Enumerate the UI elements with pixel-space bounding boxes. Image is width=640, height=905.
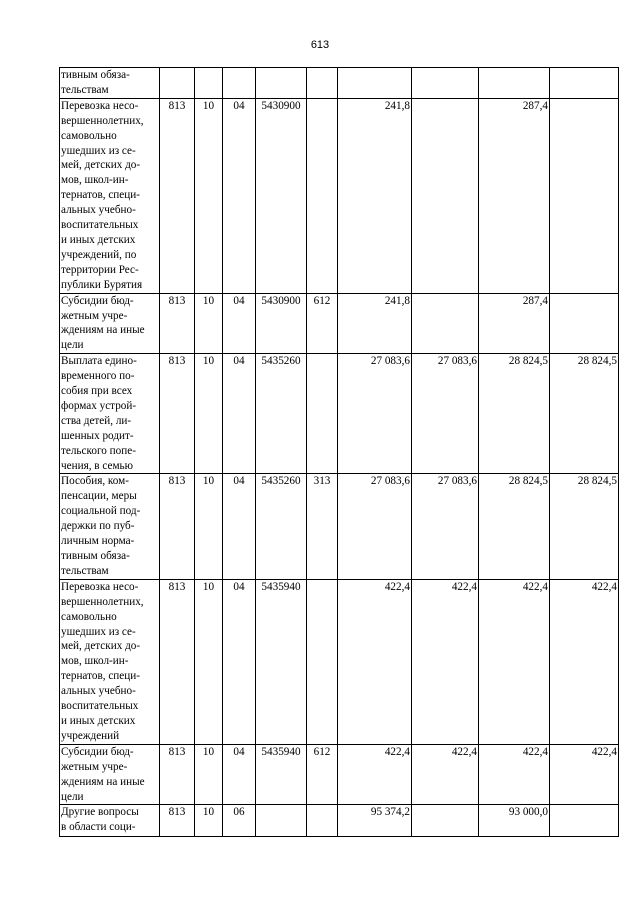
amount-1: 241,8 — [338, 98, 412, 293]
subsection-code: 04 — [223, 474, 256, 579]
amount-4 — [550, 98, 619, 293]
amount-1: 95 374,2 — [338, 805, 412, 837]
amount-3: 287,4 — [479, 98, 550, 293]
target-article-code: 5435940 — [256, 579, 307, 744]
row-name: Перевозка несо- вершеннолетних, самовольно ушедших из се- мей, детских до- мов, школ-ин- тернатов, специ- альных учебно- воспитательных и иных детских учреждений — [60, 579, 160, 744]
amount-2: 27 083,6 — [412, 474, 479, 579]
table-row — [60, 579, 619, 744]
amount-2: 422,4 — [412, 744, 479, 805]
admin-code: 813 — [160, 293, 195, 354]
expense-type-code — [307, 98, 338, 293]
amount-1: 27 083,6 — [338, 474, 412, 579]
admin-code — [160, 68, 195, 99]
row-name: Пособия, ком- пенсации, меры социальной под- держки по пуб- личным норма- тивным обяза- тельствам — [60, 474, 160, 579]
amount-4 — [550, 293, 619, 354]
amount-1 — [338, 68, 412, 99]
section-code: 10 — [195, 293, 223, 354]
amount-1: 27 083,6 — [338, 354, 412, 474]
expense-type-code — [307, 68, 338, 99]
admin-code: 813 — [160, 805, 195, 837]
expense-type-code — [307, 805, 338, 837]
section-code: 10 — [195, 474, 223, 579]
subsection-code: 04 — [223, 744, 256, 805]
amount-4 — [550, 805, 619, 837]
admin-code: 813 — [160, 98, 195, 293]
amount-3: 93 000,0 — [479, 805, 550, 837]
row-name: Выплата едино- временного по- собия при всех формах устрой- ства детей, ли- шенных родит- тельского попе- чения, в семью — [60, 354, 160, 474]
amount-3 — [479, 68, 550, 99]
target-article-code: 5430900 — [256, 98, 307, 293]
target-article-code — [256, 805, 307, 837]
amount-4: 422,4 — [550, 579, 619, 744]
target-article-code: 5435940 — [256, 744, 307, 805]
subsection-code: 04 — [223, 354, 256, 474]
row-name: Субсидии бюд- жетным учре- ждениям на иные цели — [60, 744, 160, 805]
expense-type-code — [307, 579, 338, 744]
row-name: Другие вопросы в области соци- — [60, 805, 160, 837]
section-code: 10 — [195, 98, 223, 293]
amount-3: 287,4 — [479, 293, 550, 354]
table-row — [60, 474, 619, 579]
expense-type-code: 612 — [307, 293, 338, 354]
row-name: Субсидии бюд- жетным учре- ждениям на иные цели — [60, 293, 160, 354]
admin-code: 813 — [160, 744, 195, 805]
amount-1: 422,4 — [338, 579, 412, 744]
amount-1: 422,4 — [338, 744, 412, 805]
row-name: тивным обяза- тельствам — [60, 68, 160, 99]
table-row — [60, 293, 619, 354]
expense-type-code: 313 — [307, 474, 338, 579]
subsection-code: 06 — [223, 805, 256, 837]
amount-1: 241,8 — [338, 293, 412, 354]
target-article-code: 5430900 — [256, 293, 307, 354]
section-code: 10 — [195, 579, 223, 744]
amount-3: 422,4 — [479, 744, 550, 805]
subsection-code: 04 — [223, 293, 256, 354]
admin-code: 813 — [160, 354, 195, 474]
amount-3: 28 824,5 — [479, 354, 550, 474]
amount-2: 27 083,6 — [412, 354, 479, 474]
amount-2 — [412, 805, 479, 837]
section-code: 10 — [195, 354, 223, 474]
amount-4: 28 824,5 — [550, 474, 619, 579]
amount-4: 28 824,5 — [550, 354, 619, 474]
target-article-code — [256, 68, 307, 99]
table-row — [60, 98, 619, 293]
amount-2 — [412, 98, 479, 293]
amount-3: 422,4 — [479, 579, 550, 744]
budget-table — [59, 67, 619, 837]
section-code: 10 — [195, 805, 223, 837]
amount-2 — [412, 68, 479, 99]
amount-3: 28 824,5 — [479, 474, 550, 579]
table-row — [60, 805, 619, 837]
amount-2: 422,4 — [412, 579, 479, 744]
admin-code: 813 — [160, 579, 195, 744]
section-code — [195, 68, 223, 99]
subsection-code: 04 — [223, 579, 256, 744]
subsection-code: 04 — [223, 98, 256, 293]
section-code: 10 — [195, 744, 223, 805]
amount-2 — [412, 293, 479, 354]
subsection-code — [223, 68, 256, 99]
table-row — [60, 354, 619, 474]
expense-type-code: 612 — [307, 744, 338, 805]
admin-code: 813 — [160, 474, 195, 579]
expense-type-code — [307, 354, 338, 474]
page-number: 613 — [310, 39, 330, 51]
target-article-code: 5435260 — [256, 354, 307, 474]
amount-4: 422,4 — [550, 744, 619, 805]
amount-4 — [550, 68, 619, 99]
row-name: Перевозка несо- вершеннолетних, самовольно ушедших из се- мей, детских до- мов, школ-ин- тернатов, специ- альных учебно- воспитательных и иных детских учреждений, по территории Рес- публики Бурятия — [60, 98, 160, 293]
table-row — [60, 68, 619, 99]
table-row — [60, 744, 619, 805]
target-article-code: 5435260 — [256, 474, 307, 579]
